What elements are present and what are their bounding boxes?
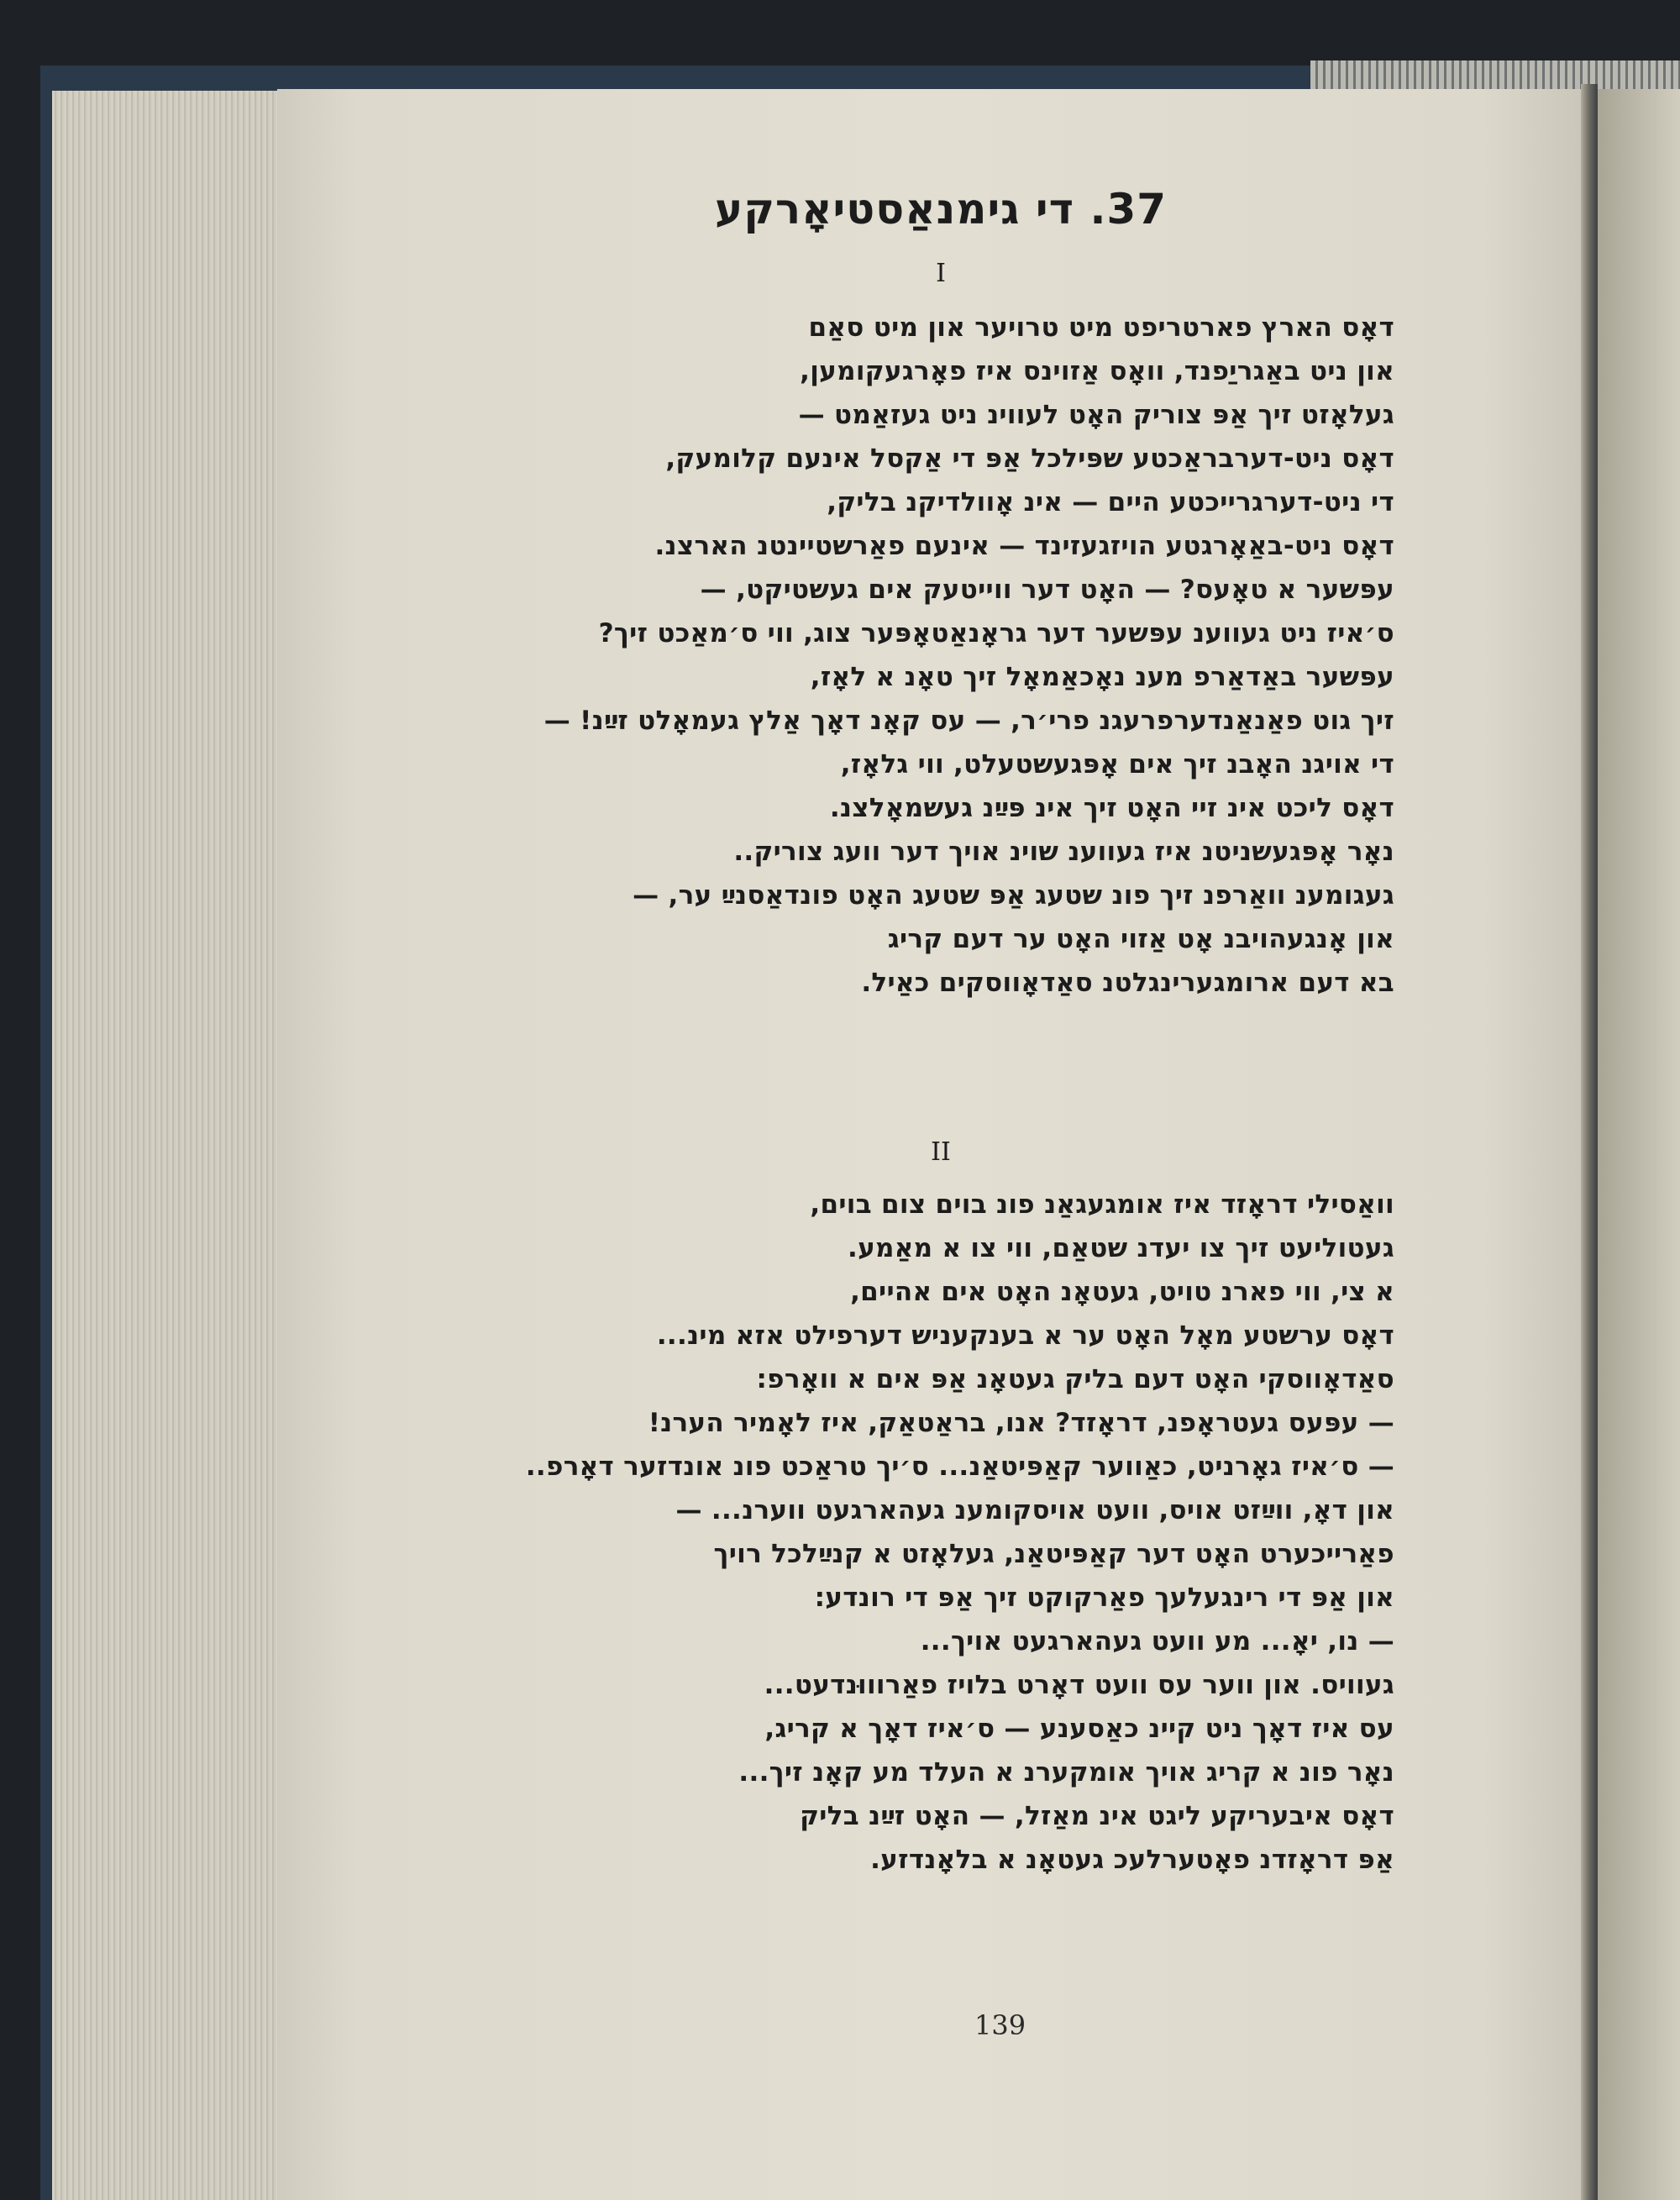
- section-numeral: II: [931, 1137, 951, 1167]
- poem-line: עפּשער א טאָעס? — האָט דער ווייטעק אים געשטיקט, —: [700, 575, 1394, 605]
- poem-line: געטוליעט זיך צו יעדנ שטאַם, ווי צו א מאַמע.: [848, 1233, 1394, 1263]
- next-page-edge: [1598, 89, 1680, 2200]
- poem-line: די ניט-דערגרייכטע היים — אינ אָוולדיקנ בליק,: [827, 487, 1394, 517]
- book-gutter: [1581, 84, 1598, 2200]
- poem-line: עס איז דאָך ניט קיינ כאַסענע — ס׳איז דאָך א קריג,: [764, 1714, 1394, 1744]
- poem-line: די אויגנ האָבנ זיך אים אָפּגעשטעלט, ווי גלאָז,: [840, 749, 1394, 780]
- poem-line: דאָס ניט-באַאָרגטע הויזגעזינד — אינעם פאַרשטיינטנ הארצנ.: [654, 531, 1394, 561]
- poem-line: — נו, יאָ... מע וועט געהארגעט אויך...: [920, 1626, 1394, 1657]
- poem-line: דאָס איבעריקע ליגט אינ מאַזל, — האָט זײַנ בליק: [800, 1801, 1394, 1831]
- poem-line: דאָס ניט-דערבראַכטע שפּילכל אַפּ די אַקסל אינעם קלומעק,: [665, 444, 1394, 474]
- poem-line: דאָס ערשטע מאָל האָט ער א בענקעניש דערפילט אזא מינ...: [656, 1321, 1394, 1351]
- poem-line: געגומענ וואַרפנ זיך פונ שטעג אַפּ שטעג האָט פונדאַסנײַ ער, —: [633, 880, 1394, 911]
- poem-line: זיך גוט פאַנאַנדערפרעגנ פרי׳ר, — עס קאָנ דאָך אַלץ געמאָלט זײַנ! —: [543, 706, 1394, 736]
- poem-line: דאָס ליכט אינ זיי האָט זיך אינ פּײַנ געשמאָלצנ.: [829, 793, 1394, 823]
- poem-line: וואַסילי דראָזד איז אומגעגאַנ פונ בוים צום בוים,: [810, 1189, 1394, 1220]
- poem-line: געלאָזט זיך אַפּ צוריק האָט לעווינ ניט געזאַמט —: [798, 400, 1394, 430]
- poem-line: געוויס. און ווער עס וועט דאָרט בלויז פאַרוווּנדעט...: [764, 1670, 1394, 1700]
- poem-line: — עפּעס געטראָפנ, דראָזד? אנו, בראַטאַק, איז לאָמיר הערנ!: [648, 1408, 1394, 1438]
- page-number: 139: [974, 2009, 1026, 2041]
- poem-line: דאָס הארץ פארטריפט מיט טרויער און מיט סאַם: [808, 312, 1394, 343]
- poem-line: סאַדאָווסקי האָט דעם בליק געטאָנ אַפּ אים א וואָרפ:: [756, 1364, 1394, 1394]
- poem-line: און ניט באַגריַפנד, וואָס אַזוינס איז פאָרגעקומען,: [800, 356, 1394, 386]
- poem-line: אַפּ דראָזדנ פאָטערלעכ געטאָנ א בלאָנדזע.: [870, 1845, 1394, 1875]
- poem-line: און אַפּ די רינגעלעך פאַרקוקט זיך אַפּ די רונדע:: [814, 1583, 1394, 1613]
- page-stack-edge: [52, 91, 304, 2200]
- section-numeral: I: [936, 259, 946, 288]
- poem-line: פאַרייכערט האָט דער קאַפּיטאַנ, געלאָזט א קנײַלכל רויך: [713, 1539, 1394, 1569]
- poem-line: נאָר אָפּגעשניטנ איז געווענ שוינ אויך דער וועג צוריק..: [733, 837, 1394, 867]
- poem-line: עפּשער באַדאַרפ מענ נאָכאַמאָל זיך טאָנ א לאָז,: [810, 662, 1394, 692]
- poem-line: בא דעם ארומגערינגלטנ סאַדאָווסקים כאַיל.: [861, 968, 1394, 998]
- poem-line: און אָנגעהויבנ אָט אַזוי האָט ער דעם קריג: [887, 924, 1394, 954]
- poem-line: און דאָ, ווײַזט אויס, וועט אויסקומענ געהארגעט ווערנ... —: [675, 1495, 1394, 1525]
- poem-line: א צי, ווי פארנ טויט, געטאָנ האָט אים אהיים,: [850, 1277, 1394, 1307]
- poem-line: נאָר פונ א קריג אויך אומקערנ א העלד מע קאָנ זיך...: [738, 1757, 1394, 1788]
- poem-line: ס׳איז ניט געווענ עפּשער דער גראָנאַטאָפּער צוג, ווי ס׳מאַכט זיך?: [598, 618, 1394, 648]
- chapter-title: 37. די גימנאַסטיאָרקע: [714, 185, 1168, 234]
- poem-line: — ס׳איז גאָרניט, כאַווער קאַפּיטאַנ... ס׳יך טראַכט פונ אונדזער דאָרפ..: [525, 1452, 1394, 1482]
